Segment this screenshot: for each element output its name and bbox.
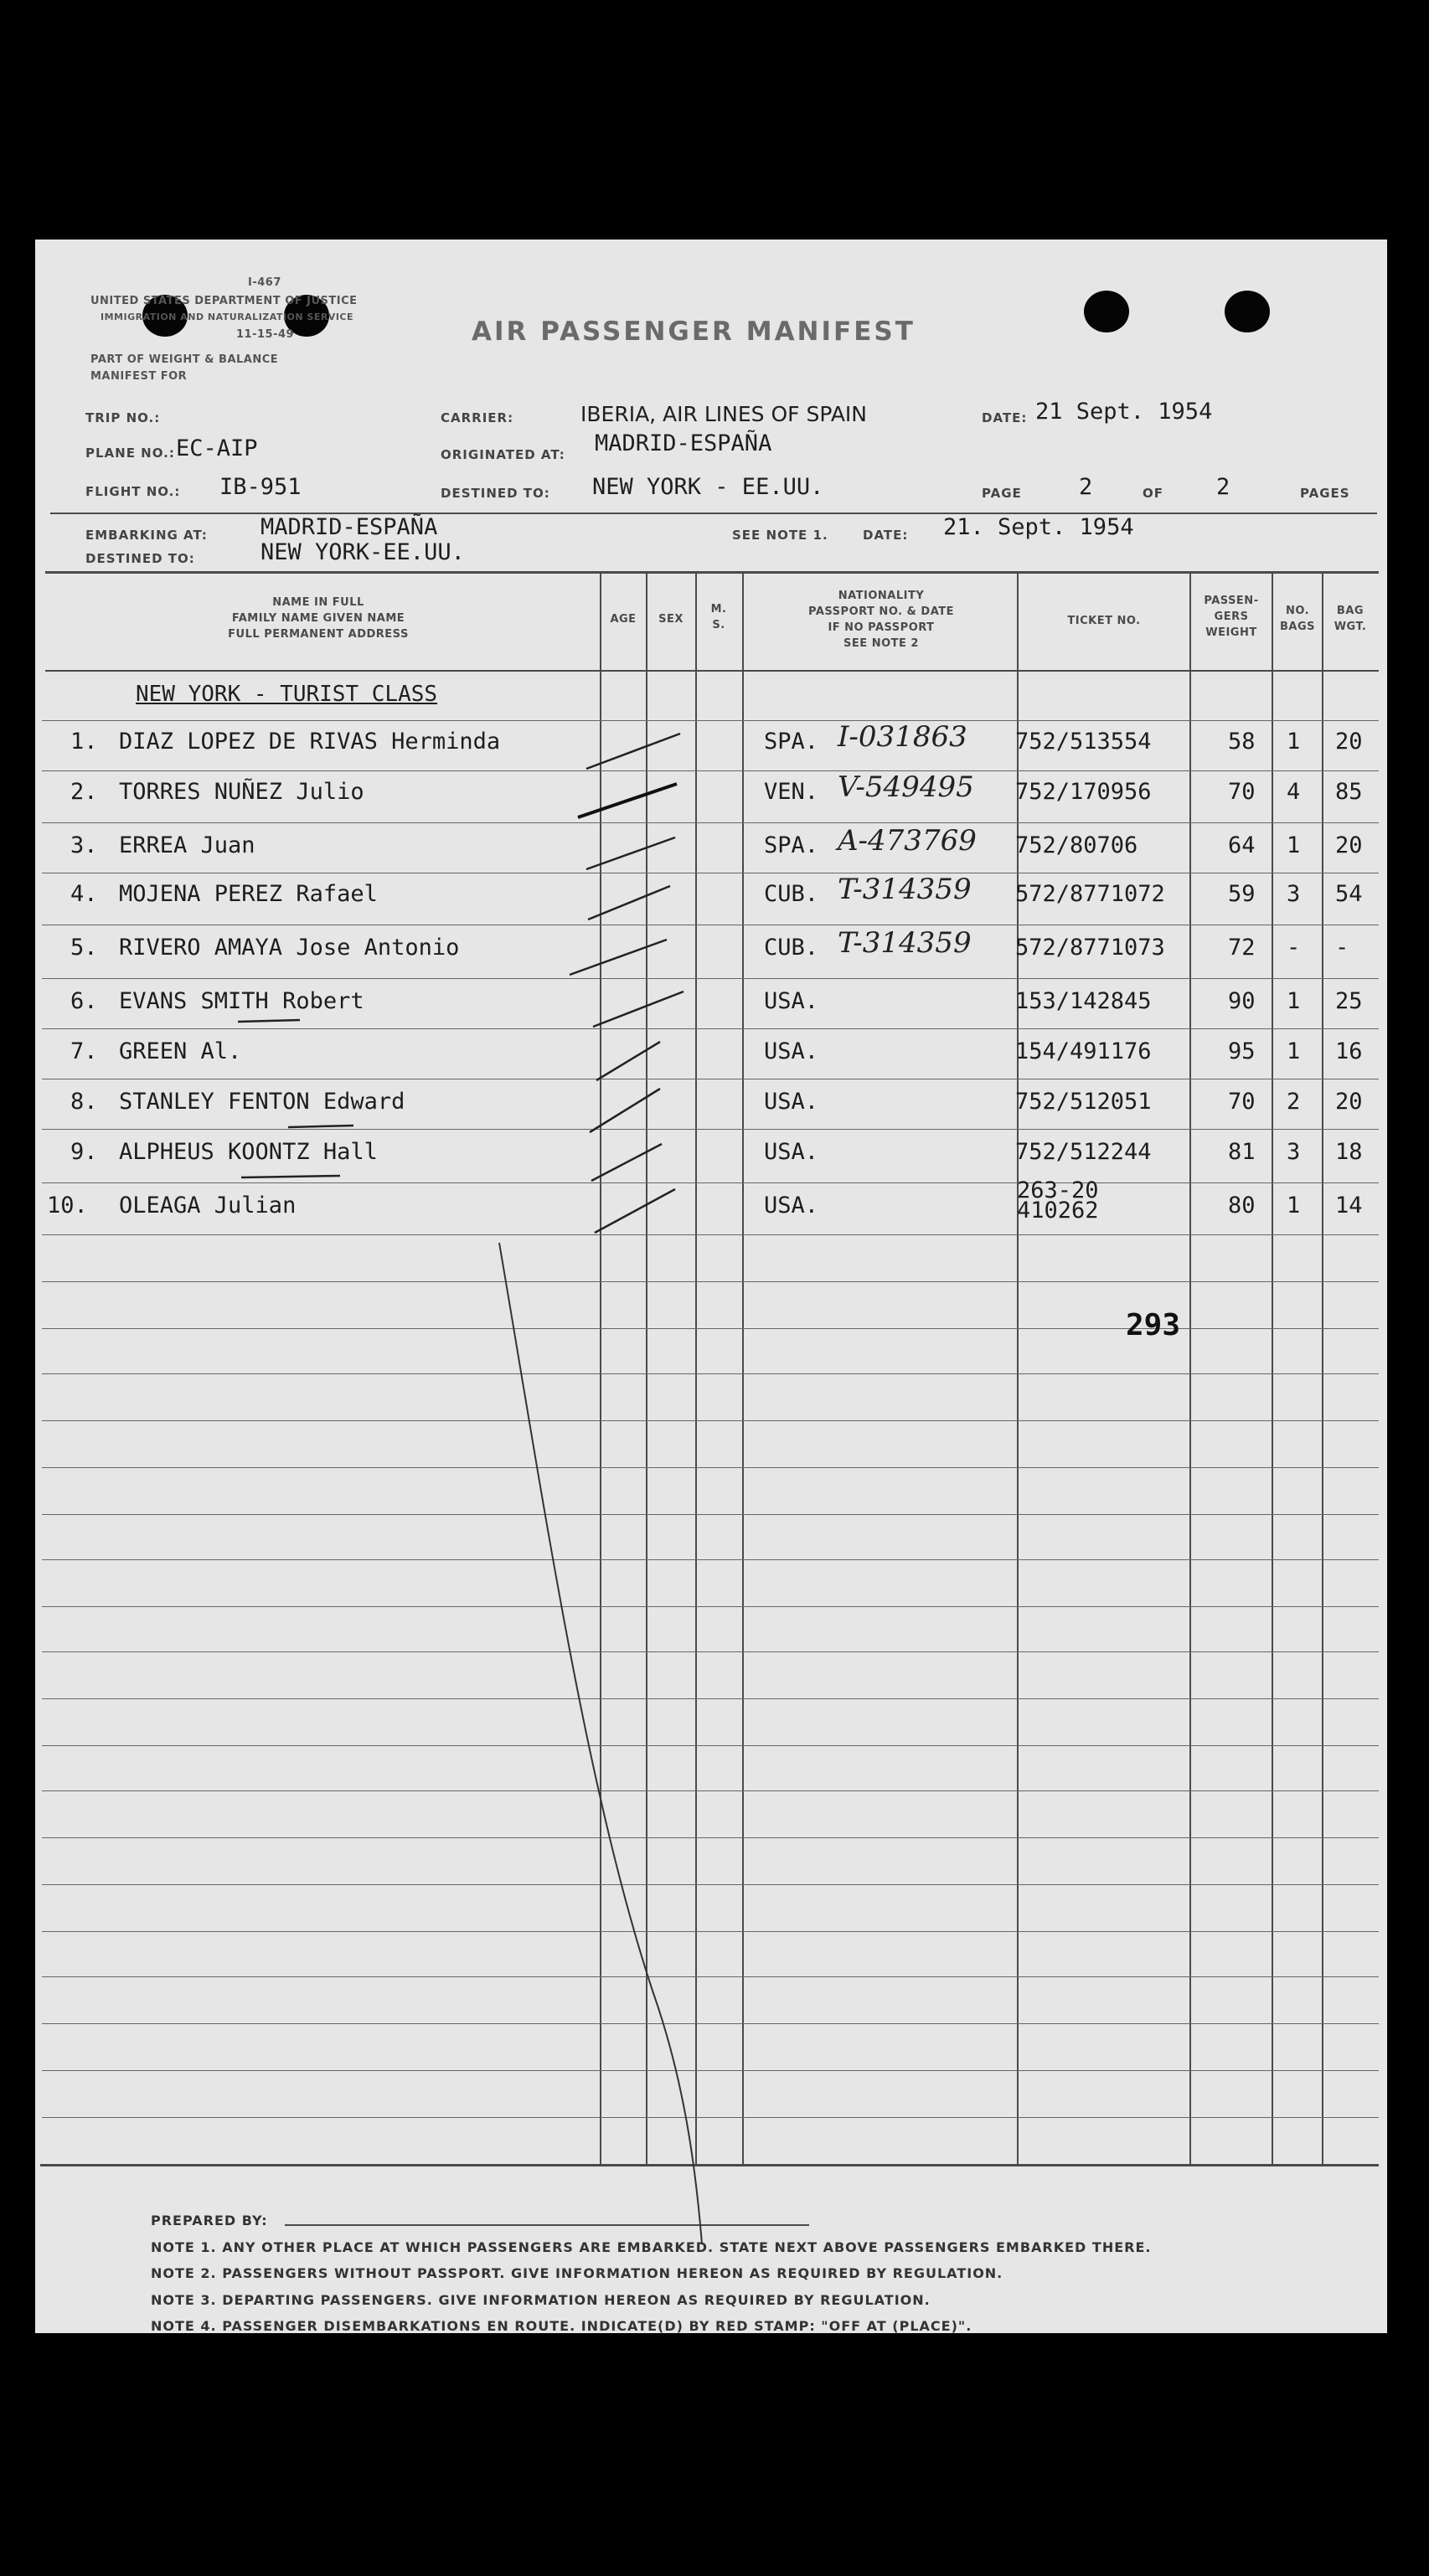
column-header-ticket: TICKET NO. xyxy=(1067,615,1141,627)
page-label: PAGE xyxy=(982,486,1022,501)
plane-value: EC-AIP xyxy=(176,435,258,461)
note-4: NOTE 4. PASSENGER DISEMBARKATIONS EN ROUTE. INDICATE(D) BY RED STAMP: "OFF AT (PLACE)". xyxy=(151,2318,972,2334)
form-date: 11-15-49 xyxy=(236,328,295,341)
carrier-value: IBERIA, AIR LINES OF SPAIN xyxy=(580,402,867,426)
passenger-name: TORRES NUÑEZ Julio xyxy=(119,779,364,805)
ticket-number: 153/142845 xyxy=(1015,988,1152,1014)
of-label: OF xyxy=(1143,486,1163,501)
date-label: DATE: xyxy=(982,410,1028,425)
bag-weight: 20 xyxy=(1335,832,1363,858)
passenger-name: RIVERO AMAYA Jose Antonio xyxy=(119,935,460,961)
row-number: 5. xyxy=(70,935,98,961)
department-line: UNITED STATES DEPARTMENT OF JUSTICE xyxy=(90,295,358,307)
pen-check-mark xyxy=(591,1144,662,1181)
destined2-value: NEW YORK-EE.UU. xyxy=(261,539,465,565)
page-value: 2 xyxy=(1079,474,1093,500)
page-title: AIR PASSENGER MANIFEST xyxy=(472,317,916,347)
passenger-weight: 70 xyxy=(1228,1089,1256,1115)
passenger-weight: 80 xyxy=(1228,1193,1256,1218)
pages-label: PAGES xyxy=(1300,486,1350,501)
bag-weight: 18 xyxy=(1335,1139,1363,1165)
column-header-bags: NO. BAGS xyxy=(1279,605,1315,633)
pen-check-mark xyxy=(586,734,680,769)
column-header-age: AGE xyxy=(610,613,637,626)
row-number: 6. xyxy=(70,988,98,1014)
passenger-weight: 72 xyxy=(1228,935,1256,961)
passenger-weight: 81 xyxy=(1228,1139,1256,1165)
nationality: USA. xyxy=(764,988,819,1014)
passport-number: V-549495 xyxy=(838,770,974,804)
pen-check-mark xyxy=(590,1089,660,1132)
bag-count: 4 xyxy=(1287,779,1301,805)
passenger-weight: 95 xyxy=(1228,1038,1256,1064)
nationality: VEN. xyxy=(764,779,819,805)
destined-value: NEW YORK - EE.UU. xyxy=(592,474,824,500)
long-pen-stroke xyxy=(499,1243,702,2244)
of-value: 2 xyxy=(1216,474,1230,500)
column-header-bag-weight: BAG WGT. xyxy=(1334,605,1367,633)
bag-weight: 20 xyxy=(1335,729,1363,755)
carrier-label: CARRIER: xyxy=(441,410,514,425)
note-2: NOTE 2. PASSENGERS WITHOUT PASSPORT. GIVE INFORMATION HEREON AS REQUIRED BY REGULATION. xyxy=(151,2265,1003,2281)
bag-weight: - xyxy=(1335,935,1349,961)
row-number: 9. xyxy=(70,1139,98,1165)
bag-count: 3 xyxy=(1287,1139,1301,1165)
nationality: USA. xyxy=(764,1193,819,1218)
ticket-number: 752/513554 xyxy=(1015,729,1152,755)
part-of-label: PART OF WEIGHT & BALANCE xyxy=(90,353,279,366)
bag-weight: 25 xyxy=(1335,988,1363,1014)
passenger-weight: 64 xyxy=(1228,832,1256,858)
see-note-label: SEE NOTE 1. xyxy=(732,528,828,543)
bag-count: 1 xyxy=(1287,1038,1301,1064)
bag-count: 1 xyxy=(1287,832,1301,858)
passport-number: I-031863 xyxy=(838,720,967,754)
note-1: NOTE 1. ANY OTHER PLACE AT WHICH PASSENGERS ARE EMBARKED. STATE NEXT ABOVE PASSENGERS EMBARKED THERE. xyxy=(151,2239,1152,2255)
nationality: USA. xyxy=(764,1089,819,1115)
passport-number: T-314359 xyxy=(838,926,972,960)
row-number: 3. xyxy=(70,832,98,858)
bag-count: - xyxy=(1287,935,1301,961)
row-number: 2. xyxy=(70,779,98,805)
nationality: CUB. xyxy=(764,935,819,961)
nationality: SPA. xyxy=(764,832,819,858)
bag-count: 1 xyxy=(1287,1193,1301,1218)
row-number: 7. xyxy=(70,1038,98,1064)
column-header-weight: PASSEN- GERS WEIGHT xyxy=(1204,595,1259,639)
name-underline xyxy=(238,1020,300,1022)
embarking-value: MADRID-ESPAÑA xyxy=(261,514,438,540)
section-heading: NEW YORK - TURIST CLASS xyxy=(136,682,438,707)
row-number: 10. xyxy=(47,1193,88,1218)
stamp-number: 293 xyxy=(1126,1308,1181,1342)
row-number: 1. xyxy=(70,729,98,755)
pen-check-mark xyxy=(586,837,675,869)
passenger-name: ALPHEUS KOONTZ Hall xyxy=(119,1139,378,1165)
nationality: CUB. xyxy=(764,881,819,907)
form-number: I-467 xyxy=(248,276,281,289)
passport-number: T-314359 xyxy=(838,873,972,906)
pen-check-mark xyxy=(578,784,677,817)
ticket-number: 154/491176 xyxy=(1015,1038,1152,1064)
passenger-weight: 59 xyxy=(1228,881,1256,907)
bag-weight: 85 xyxy=(1335,779,1363,805)
bag-count: 1 xyxy=(1287,988,1301,1014)
bag-weight: 20 xyxy=(1335,1089,1363,1115)
column-header-name: NAME IN FULL FAMILY NAME GIVEN NAME FULL PERMANENT ADDRESS xyxy=(228,596,409,641)
passenger-name: OLEAGA Julian xyxy=(119,1193,297,1218)
passenger-weight: 90 xyxy=(1228,988,1256,1014)
flight-value: IB-951 xyxy=(219,474,302,500)
originated-value: MADRID-ESPAÑA xyxy=(595,430,772,456)
bag-weight: 14 xyxy=(1335,1193,1363,1218)
passenger-weight: 70 xyxy=(1228,779,1256,805)
bag-count: 3 xyxy=(1287,881,1301,907)
manifest-for-label: MANIFEST FOR xyxy=(90,370,188,383)
ticket-number: 263-20 410262 xyxy=(1017,1177,1099,1224)
pen-check-mark xyxy=(593,992,684,1027)
destined-label: DESTINED TO: xyxy=(441,486,550,501)
bag-weight: 16 xyxy=(1335,1038,1363,1064)
bag-count: 2 xyxy=(1287,1089,1301,1115)
service-line: IMMIGRATION AND NATURALIZATION SERVICE xyxy=(101,312,354,322)
bag-count: 1 xyxy=(1287,729,1301,755)
column-header-sex: SEX xyxy=(658,613,684,626)
column-header-ms: M. S. xyxy=(710,603,727,631)
nationality: USA. xyxy=(764,1038,819,1064)
pen-check-mark xyxy=(588,886,670,920)
ticket-number: 572/8771073 xyxy=(1015,935,1165,961)
destined2-label: DESTINED TO: xyxy=(85,551,195,566)
trip-label: TRIP NO.: xyxy=(85,410,161,425)
pen-check-mark xyxy=(596,1042,660,1080)
passport-number: A-473769 xyxy=(838,824,977,858)
prepared-by-label: PREPARED BY: xyxy=(151,2213,268,2228)
note-3: NOTE 3. DEPARTING PASSENGERS. GIVE INFORMATION HEREON AS REQUIRED BY REGULATION. xyxy=(151,2292,931,2308)
passenger-name: GREEN Al. xyxy=(119,1038,242,1064)
ticket-number: 572/8771072 xyxy=(1015,881,1165,907)
ticket-number: 752/512244 xyxy=(1015,1139,1152,1165)
flight-label: FLIGHT NO.: xyxy=(85,484,181,499)
originated-label: ORIGINATED AT: xyxy=(441,447,565,462)
passenger-name: DIAZ LOPEZ DE RIVAS Herminda xyxy=(119,729,501,755)
date2-value: 21. Sept. 1954 xyxy=(943,514,1134,540)
ticket-number: 752/80706 xyxy=(1015,832,1138,858)
plane-label: PLANE NO.: xyxy=(85,446,175,461)
column-header-nationality: NATIONALITY PASSPORT NO. & DATE IF NO PASSPORT SEE NOTE 2 xyxy=(808,590,954,650)
date2-label: DATE: xyxy=(863,528,909,543)
bag-weight: 54 xyxy=(1335,881,1363,907)
pen-check-mark xyxy=(595,1189,675,1233)
passenger-name: ERREA Juan xyxy=(119,832,255,858)
embarking-label: EMBARKING AT: xyxy=(85,528,208,543)
name-underline xyxy=(288,1126,353,1127)
passenger-weight: 58 xyxy=(1228,729,1256,755)
date-value: 21 Sept. 1954 xyxy=(1035,399,1213,425)
pen-check-mark xyxy=(570,940,667,975)
nationality: USA. xyxy=(764,1139,819,1165)
row-number: 4. xyxy=(70,881,98,907)
ticket-number: 752/170956 xyxy=(1015,779,1152,805)
passenger-name: EVANS SMITH Robert xyxy=(119,988,364,1014)
row-number: 8. xyxy=(70,1089,98,1115)
ticket-number: 752/512051 xyxy=(1015,1089,1152,1115)
nationality: SPA. xyxy=(764,729,819,755)
passenger-name: MOJENA PEREZ Rafael xyxy=(119,881,378,907)
passenger-name: STANLEY FENTON Edward xyxy=(119,1089,405,1115)
name-underline xyxy=(241,1176,340,1177)
